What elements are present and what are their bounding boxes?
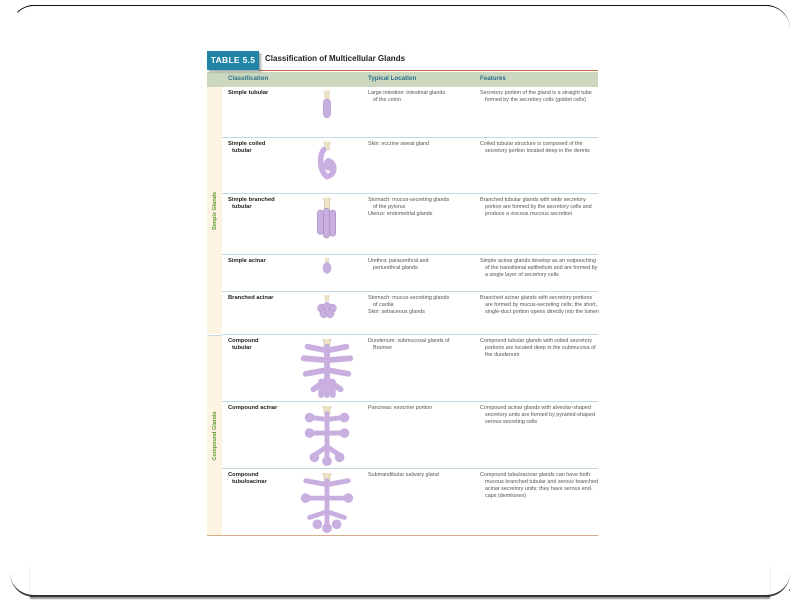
slide-frame-top	[30, 5, 770, 36]
location-cell	[368, 295, 476, 316]
group-simple-glands	[207, 87, 222, 334]
location-cell	[368, 472, 476, 479]
table-row	[222, 87, 598, 138]
classification-text: Branched acinar	[228, 295, 274, 301]
location-text: Uterus: endometrial glands	[368, 211, 433, 217]
location-text: Brunner	[373, 345, 393, 351]
gland-classification-table	[207, 51, 598, 536]
classification-text: tubular	[232, 204, 252, 210]
classification-cell	[228, 295, 298, 302]
location-text: Skin: eccrine sweat gland	[368, 141, 430, 147]
classification-text: Compound	[228, 338, 259, 344]
table-row	[222, 194, 598, 255]
classification-text: tubular	[232, 345, 252, 351]
features-cell: Secretory portion of the gland is a straight tube formed by the secretory cells (goblet cells)	[480, 90, 592, 103]
location-text: of the pylorus	[373, 204, 406, 210]
classification-cell	[228, 197, 298, 211]
header-features: Features	[480, 75, 506, 82]
table-row	[222, 255, 598, 292]
header-classification: Classification	[228, 75, 269, 82]
location-text: Large intestine: intestinal glands	[368, 90, 446, 96]
classification-text: Compound acinar	[228, 405, 278, 411]
branched-acinar-gland-icon	[292, 294, 362, 337]
table-header	[207, 72, 598, 87]
location-text: of the colon	[373, 97, 401, 103]
table-row	[222, 469, 598, 536]
features-cell: Simple acinar glands develop as an outpouching of the transitional epithelium and are formed by a single layer of secretory cells	[480, 258, 598, 278]
location-cell	[368, 405, 476, 412]
classification-cell	[228, 90, 298, 97]
features-cell: Branched acinar glands with secretory portions are formed by mucus-secreting cells; the short, single-duct portion opens directly into the lumen	[480, 295, 600, 315]
group-label: Simple Glands	[211, 191, 218, 230]
features-cell: Coiled tubular structure is composed of the secretory portion located deep in the dermis	[480, 141, 590, 154]
location-cell	[368, 258, 476, 272]
classification-cell	[228, 141, 298, 155]
classification-text: tubular	[232, 148, 252, 154]
compound-tubular-gland-icon	[292, 337, 362, 404]
location-cell	[368, 141, 476, 148]
simple-coiled-tubular-gland-icon	[292, 140, 362, 196]
classification-text: Simple acinar	[228, 258, 266, 264]
features-cell: Compound acinar glands with alveolar-shaped secretory units are formed by pyramid-shaped serous-secreting cells	[480, 405, 595, 425]
header-typical-location: Typical Location	[368, 75, 417, 82]
features-cell: Compound tubular glands with coiled secretory portions are located deep in the submucosa of the duodenum	[480, 338, 596, 358]
location-cell	[368, 338, 476, 352]
location-text: periurethral glands	[373, 265, 418, 271]
table-row	[222, 335, 598, 402]
simple-tubular-gland-icon	[292, 89, 362, 140]
group-compound-glands	[207, 335, 222, 536]
table-number-tag: TABLE 5.5	[207, 51, 259, 70]
table-row	[222, 292, 598, 335]
slide-mark	[789, 589, 790, 591]
classification-text: tubuloacinar	[232, 479, 267, 485]
location-cell	[368, 90, 476, 104]
location-text: Urethra: paraurethral and	[368, 258, 429, 264]
classification-cell	[228, 258, 298, 265]
simple-branched-tubular-gland-icon	[292, 196, 362, 257]
slide-frame-bottom	[30, 565, 770, 597]
compound-tubuloacinar-gland-icon	[292, 471, 362, 538]
location-text: Submandibular salivary gland	[368, 472, 439, 478]
classification-cell	[228, 338, 298, 352]
classification-cell	[228, 405, 298, 412]
classification-cell	[228, 472, 298, 486]
location-text: Skin: sebaceous glands	[368, 309, 425, 315]
classification-text: Simple branched	[228, 197, 275, 203]
classification-text: Simple coiled	[228, 141, 266, 147]
compound-acinar-gland-icon	[292, 404, 362, 471]
location-cell	[368, 197, 476, 218]
title-divider	[259, 70, 598, 71]
classification-text: Simple tubular	[228, 90, 269, 96]
features-cell: Branched tubular glands with wide secretory portion are formed by the secretory cells and produce a viscous mucous secretion	[480, 197, 592, 217]
table-title: Classification of Multicellular Glands	[265, 54, 406, 63]
classification-text: Compound	[228, 472, 259, 478]
location-text: Pancreas: exocrine portion	[368, 405, 433, 411]
location-text: Duodenum: submucosal glands of	[368, 338, 450, 344]
location-text: Stomach: mucus-secreting glands	[368, 295, 450, 301]
table-row	[222, 138, 598, 194]
group-label: Compound Glands	[211, 411, 218, 461]
location-text: Stomach: mucus-secreting glands	[368, 197, 450, 203]
location-text: of cardia	[373, 302, 394, 308]
simple-acinar-gland-icon	[292, 257, 362, 294]
table-row	[222, 402, 598, 469]
features-cell: Compound tubuloacinar glands can have both mucous branched tubular and serous branched acinar secretory units; they have serous end-caps (demilunes)	[480, 472, 598, 499]
table-bottom-rule	[207, 535, 598, 536]
